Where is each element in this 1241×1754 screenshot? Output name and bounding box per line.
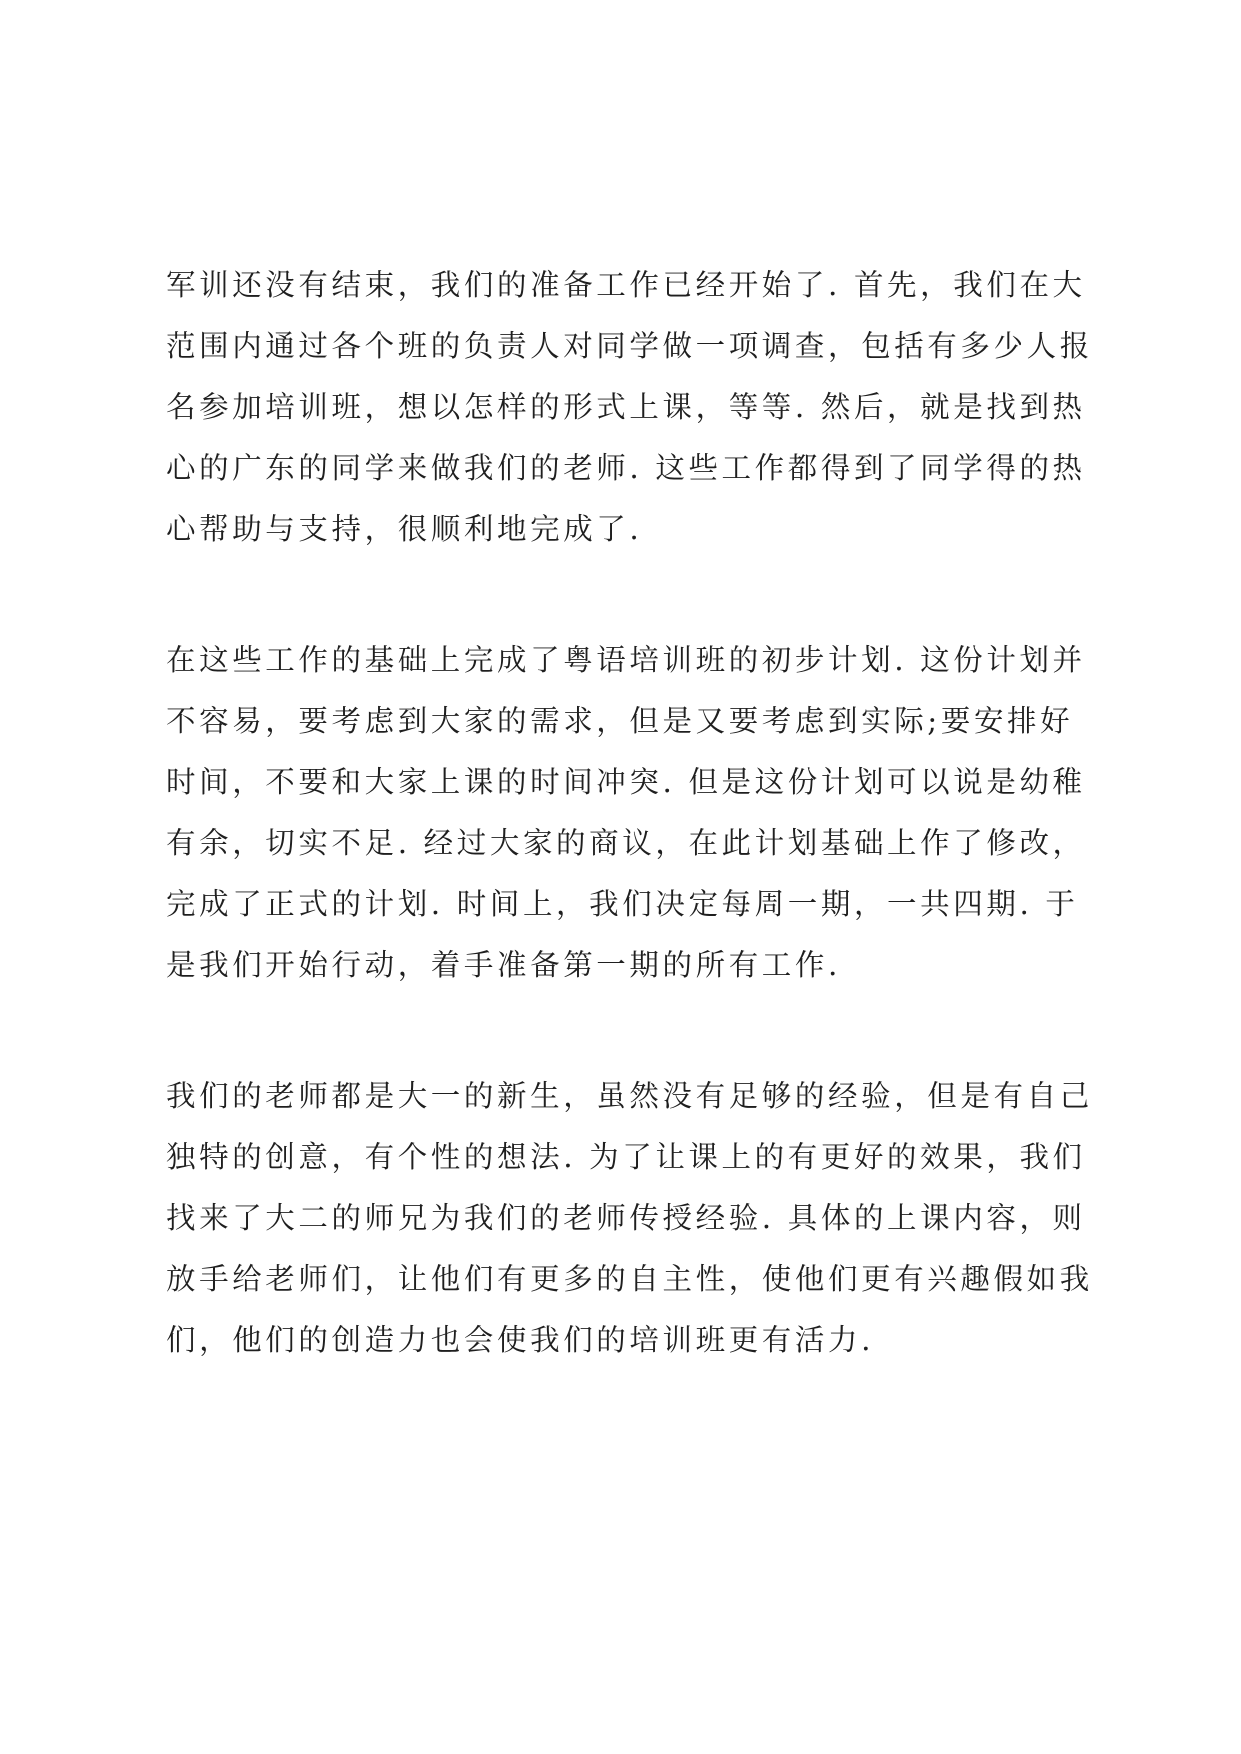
- text-line: 完成了正式的计划. 时间上，我们决定每周一期，一共四期. 于: [166, 887, 1079, 921]
- text-line: 是我们开始行动，着手准备第一期的所有工作.: [166, 948, 841, 982]
- text-line: 们，他们的创造力也会使我们的培训班更有活力.: [166, 1323, 875, 1357]
- text-line: 名参加培训班，想以怎样的形式上课，等等. 然后，就是找到热: [166, 390, 1086, 424]
- text-line: 不容易，要考虑到大家的需求，但是又要考虑到实际;要安排好: [166, 704, 1074, 738]
- text-line: 在这些工作的基础上完成了粤语培训班的初步计划. 这份计划并: [166, 643, 1086, 677]
- text-line: 军训还没有结束，我们的准备工作已经开始了. 首先，我们在大: [166, 268, 1086, 302]
- paragraph-1: [166, 255, 1096, 560]
- text-line: 放手给老师们，让他们有更多的自主性，使他们更有兴趣假如我: [166, 1262, 1093, 1296]
- text-line: 范围内通过各个班的负责人对同学做一项调查，包括有多少人报: [166, 329, 1093, 363]
- paragraph-2: [166, 630, 1096, 996]
- text-line: 心的广东的同学来做我们的老师. 这些工作都得到了同学得的热: [166, 451, 1086, 485]
- text-line: 独特的创意，有个性的想法. 为了让课上的有更好的效果，我们: [166, 1140, 1086, 1174]
- paragraph-3: [166, 1066, 1096, 1371]
- text-line: 我们的老师都是大一的新生，虽然没有足够的经验，但是有自己: [166, 1079, 1093, 1113]
- text-line: 心帮助与支持，很顺利地完成了.: [166, 512, 643, 546]
- text-line: 找来了大二的师兄为我们的老师传授经验. 具体的上课内容，则: [166, 1201, 1086, 1235]
- text-line: 时间，不要和大家上课的时间冲突. 但是这份计划可以说是幼稚: [166, 765, 1086, 799]
- document-body: [166, 255, 1096, 1441]
- text-line: 有余，切实不足. 经过大家的商议，在此计划基础上作了修改，: [166, 826, 1086, 860]
